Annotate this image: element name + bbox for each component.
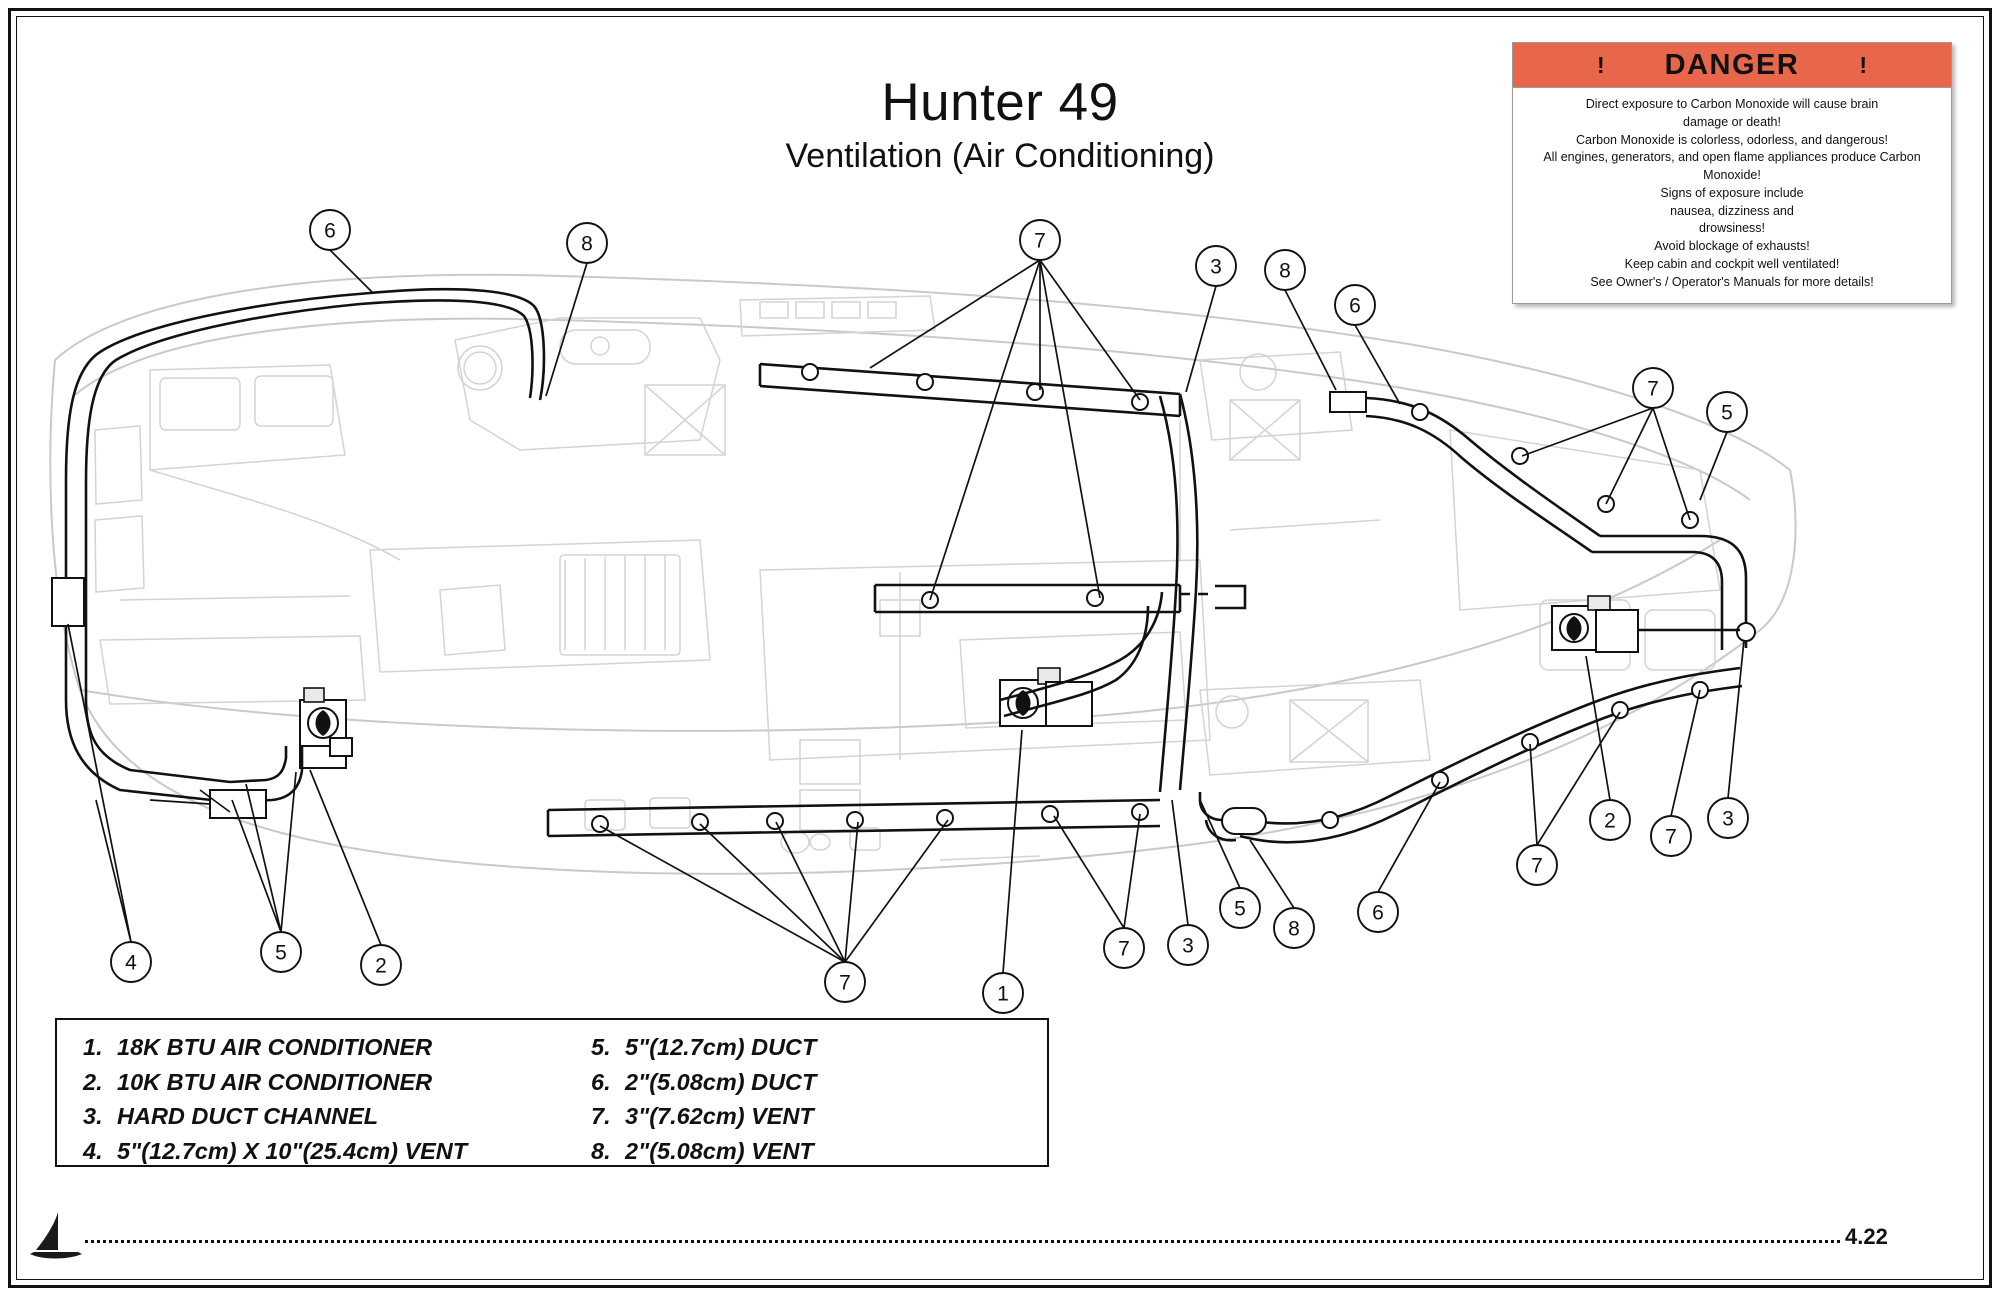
danger-line: Signs of exposure include (1660, 185, 1804, 200)
legend-label: HARD DUCT CHANNEL (117, 1103, 379, 1130)
hull-outline (50, 275, 1795, 874)
callout-7[interactable] (1651, 816, 1691, 856)
legend-item (591, 1065, 1047, 1100)
danger-line: Keep cabin and cockpit well ventilated! (1624, 256, 1840, 271)
callout-2[interactable] (361, 945, 401, 985)
legend-number: 8. (591, 1137, 611, 1164)
svg-text:8: 8 (581, 232, 593, 256)
svg-text:7: 7 (1118, 937, 1130, 961)
footer-divider (85, 1240, 1840, 1243)
legend-label: 18K BTU AIR CONDITIONER (117, 1034, 433, 1060)
danger-line: See Owner's / Operator's Manuals for more details! (1590, 274, 1874, 289)
legend-label: 2"(5.08cm) VENT (625, 1137, 814, 1164)
svg-text:8: 8 (1288, 917, 1300, 941)
legend-item (83, 1030, 577, 1065)
legend-column-left (57, 1020, 577, 1165)
legend-column-right (577, 1020, 1047, 1165)
svg-text:8: 8 (1279, 259, 1291, 283)
callout-2[interactable] (1590, 800, 1630, 840)
callout-6[interactable] (310, 210, 350, 250)
svg-text:7: 7 (1034, 229, 1046, 253)
legend-number: 3. (83, 1103, 103, 1130)
callout-1[interactable] (983, 973, 1023, 1013)
legend-number: 5. (591, 1034, 611, 1060)
svg-text:7: 7 (839, 971, 851, 995)
svg-text:3: 3 (1210, 255, 1222, 279)
callout-7[interactable] (1633, 368, 1673, 408)
legend-number: 4. (83, 1137, 103, 1164)
legend-box (55, 1018, 1049, 1167)
callout-5[interactable] (1707, 392, 1747, 432)
legend-item (83, 1065, 577, 1100)
callout-8[interactable] (1274, 908, 1314, 948)
legend-label: 5"(12.7cm) X 10"(25.4cm) VENT (117, 1137, 468, 1164)
svg-text:3: 3 (1182, 934, 1194, 958)
callout-7[interactable] (1517, 845, 1557, 885)
danger-line: All engines, generators, and open flame appliances produce Carbon Monoxide! (1543, 150, 1921, 182)
svg-text:5: 5 (275, 941, 287, 965)
exclamation-icon-right: ! (1859, 51, 1867, 78)
callout-3[interactable] (1168, 925, 1208, 965)
svg-text:7: 7 (1647, 377, 1659, 401)
callout-8[interactable] (1265, 250, 1305, 290)
svg-text:2: 2 (375, 954, 387, 978)
legend-label: 3"(7.62cm) VENT (625, 1103, 814, 1130)
danger-title: DANGER (1664, 48, 1800, 81)
callout-6[interactable] (1335, 285, 1375, 325)
legend-item (83, 1134, 577, 1169)
legend-number: 7. (591, 1103, 611, 1130)
legend-label: 2"(5.08cm) DUCT (625, 1068, 817, 1095)
svg-text:6: 6 (1349, 294, 1361, 318)
callout-4[interactable] (111, 942, 151, 982)
danger-line: Carbon Monoxide is colorless, odorless, and dangerous! (1576, 132, 1888, 147)
callout-3[interactable] (1196, 246, 1236, 286)
callout-3[interactable] (1708, 798, 1748, 838)
page-number: 4.22 (1845, 1224, 1888, 1249)
danger-line: Direct exposure to Carbon Monoxide will cause brain (1585, 97, 1879, 111)
danger-line: Avoid blockage of exhausts! (1654, 239, 1810, 253)
danger-line: nausea, dizziness and (1670, 203, 1794, 218)
sailboat-logo-icon (28, 1210, 86, 1262)
legend-label: 10K BTU AIR CONDITIONER (117, 1068, 433, 1095)
callout-5[interactable] (261, 932, 301, 972)
callout-7[interactable] (1020, 220, 1060, 260)
title-subtitle: Ventilation (Air Conditioning) (785, 136, 1215, 175)
legend-item (591, 1134, 1047, 1169)
danger-line: damage or death! (1683, 114, 1781, 129)
danger-line: drowsiness! (1699, 221, 1765, 236)
legend-number: 6. (591, 1068, 611, 1095)
svg-text:7: 7 (1665, 825, 1677, 849)
svg-text:1: 1 (997, 982, 1009, 1006)
svg-text:2: 2 (1604, 809, 1616, 833)
svg-text:7: 7 (1531, 854, 1543, 878)
svg-text:3: 3 (1722, 807, 1734, 831)
exclamation-icon-left: ! (1596, 51, 1605, 78)
callout-7[interactable] (825, 962, 865, 1002)
legend-item (591, 1030, 1047, 1065)
svg-text:4: 4 (125, 951, 137, 975)
svg-text:6: 6 (1372, 901, 1384, 925)
legend-item (591, 1099, 1047, 1134)
ac-unit-10k-forward (300, 688, 352, 768)
legend-number: 2. (83, 1068, 103, 1095)
svg-text:6: 6 (324, 219, 336, 243)
callout-8[interactable] (567, 223, 607, 263)
legend-item (83, 1099, 577, 1134)
callout-6[interactable] (1358, 892, 1398, 932)
ac-unit-10k-aft (1552, 596, 1638, 652)
callout-5[interactable] (1220, 888, 1260, 928)
svg-text:5: 5 (1721, 401, 1733, 425)
legend-number: 1. (83, 1034, 103, 1060)
svg-text:5: 5 (1234, 897, 1246, 921)
title-main: Hunter 49 (881, 73, 1119, 132)
callout-7[interactable] (1104, 928, 1144, 968)
legend-label: 5"(12.7cm) DUCT (625, 1034, 817, 1060)
